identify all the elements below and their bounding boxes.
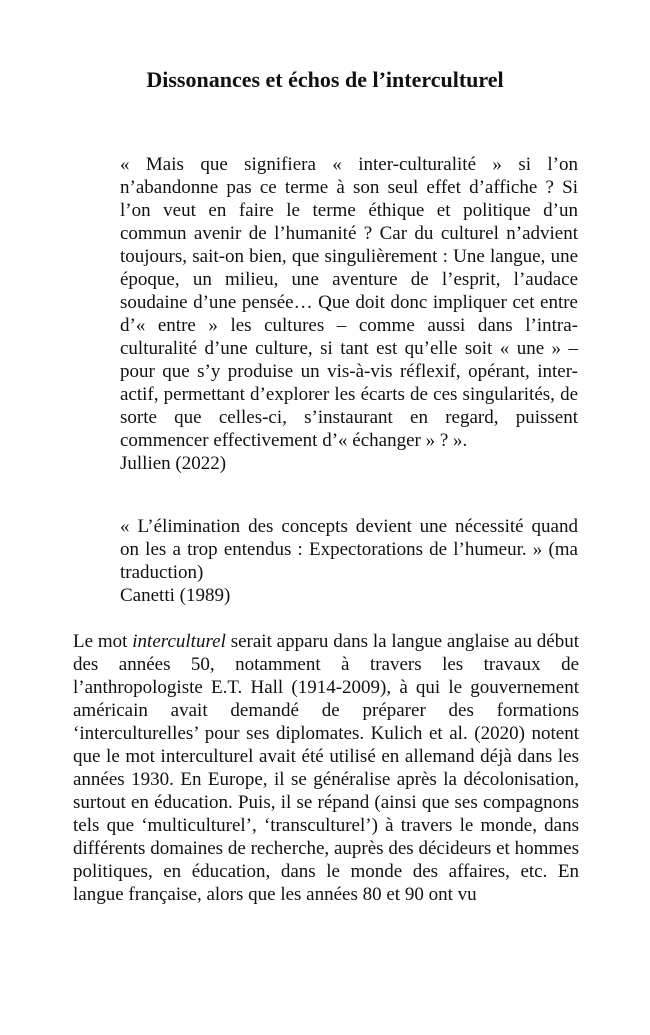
epigraph-quote-canetti bbox=[120, 515, 578, 607]
paragraph-intro: Le mot bbox=[73, 631, 133, 652]
epigraph-quote-jullien bbox=[120, 153, 578, 475]
quote-citation: Canetti (1989) bbox=[120, 585, 231, 606]
emphasized-term: interculturel bbox=[132, 631, 226, 652]
quote-citation: Jullien (2022) bbox=[120, 453, 227, 474]
page-title: Dissonances et échos de l’interculturel bbox=[146, 67, 504, 92]
body-paragraph bbox=[73, 630, 579, 906]
paragraph-continuation: serait apparu dans la langue anglaise au début des années 50, notamment à travers les travaux de l’anthropologiste E.T. Hall (1914-2009), à qui le gouvernement américain avait demandé de préparer des formations ‘interculturelles’ pour ses diplomates. Kulich et al. (2020) notent que le mot interculturel avait été utilisé en allemand déjà dans les années 1930. En Europe, il se généralise après la décolonisation, surtout en éducation. Puis, il se répand (ainsi que ses compagnons tels que ‘multiculturel’, ‘transculturel’) à travers le monde, dans différents domaines de recherche, auprès des décideurs et hommes politiques, en éducation, dans le monde des affaires, etc. En langue française, alors que les années 80 et 90 ont vu bbox=[73, 631, 579, 905]
quote-text: « L’élimination des concepts devient une nécessité quand on les a trop entendus : Expectorations de l’humeur. » (ma traduction) bbox=[120, 516, 578, 583]
quote-text: « Mais que signifiera « inter-culturalité » si l’on n’abandonne pas ce terme à son seul effet d’affiche ? Si l’on veut en faire le terme éthique et politique d’un commun avenir de l’humanité ? Car du culturel n’advient toujours, sait-on bien, que singulièrement : Une langue, une époque, un milieu, une aventure de l’esprit, l’audace soudaine d’une pensée… Que doit donc impliquer cet entre d’« entre » les cultures – comme aussi dans l’intra-culturalité d’une culture, si tant est qu’elle soit « une » – pour que s’y produise un vis-à-vis réflexif, opérant, inter-actif, permettant d’explorer les écarts de ces singularités, de sorte que celles-ci, s’instaurant en regard, puissent commencer effectivement d’« échanger » ? ». bbox=[120, 154, 578, 451]
